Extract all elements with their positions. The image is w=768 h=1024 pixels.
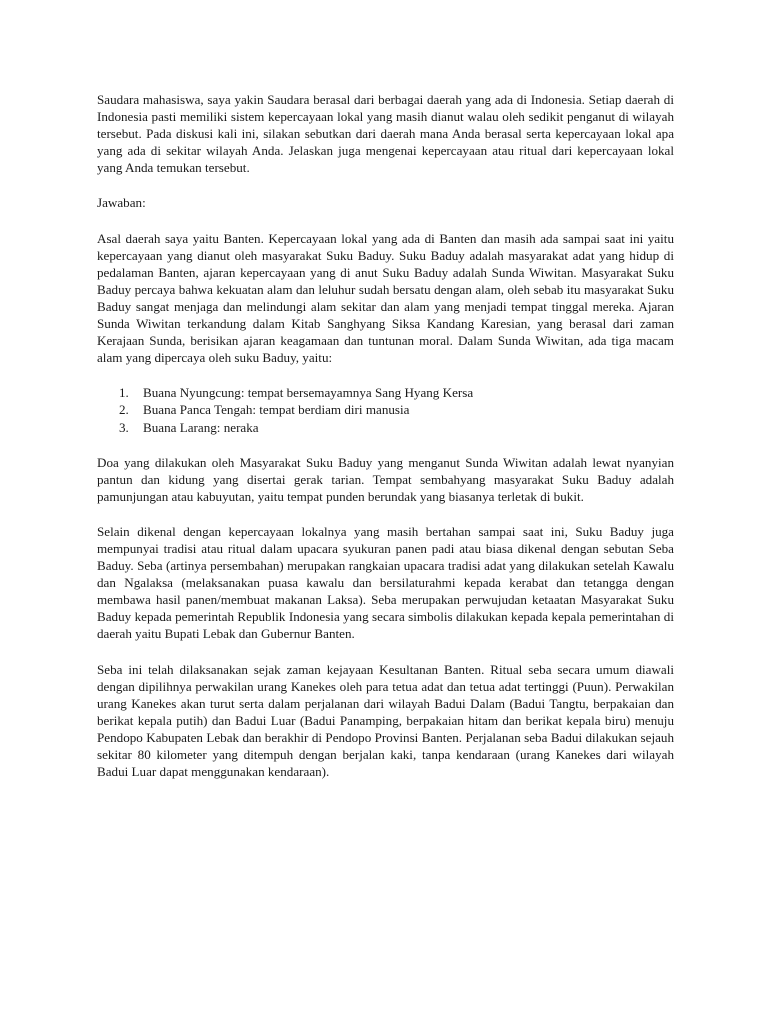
list-text: Buana Panca Tengah: tempat berdiam diri manusia bbox=[143, 402, 410, 418]
answer-paragraph-2: Doa yang dilakukan oleh Masyarakat Suku Baduy yang menganut Sunda Wiwitan adalah lewat nyanyian pantun dan kidung yang disertai gerak tarian. Tempat sembahyang masyarakat Suku Baduy adalah pamunjungan atau kabuyutan, yaitu tempat punden berundak yang biasanya terletak di bukit. bbox=[97, 454, 674, 504]
list-item bbox=[97, 419, 674, 436]
answer-paragraph-1: Asal daerah saya yaitu Banten. Kepercayaan lokal yang ada di Banten dan masih ada sampai saat ini yaitu kepercayaan yang dianut oleh masyarakat Suku Baduy. Suku Baduy adalah masyarakat adat yang hidup di pedalaman Banten, ajaran kepercayaan yang di anut Suku Baduy adalah Sunda Wiwitan. Masyarakat Suku Baduy percaya bahwa kekuatan alam dan leluhur sudah bersatu dengan alam, oleh sebab itu masyarakat Suku Baduy sangat menjaga dan melindungi alam sekitar dan alam yang menjadi tempat tinggal mereka. Ajaran Sunda Wiwitan terkandung dalam Kitab Sanghyang Siksa Kandang Karesian, yang berasal dari zaman Kerajaan Sunda, berisikan ajaran keagamaan dan tuntunan moral. Dalam Sunda Wiwitan, ada tiga macam alam yang dipercaya oleh suku Baduy, yaitu: bbox=[97, 230, 674, 366]
document-page bbox=[97, 91, 674, 798]
answer-paragraph-4: Seba ini telah dilaksanakan sejak zaman kejayaan Kesultanan Banten. Ritual seba secara umum diawali dengan dipilihnya perwakilan urang Kanekes oleh para tetua adat dan tetua adat tertinggi (Puun). Perwakilan urang Kanekes akan turut serta dalam perjalanan dari wilayah Badui Dalam (Badui Tangtu, berpakaian dan berikat kepala putih) dan Badui Luar (Badui Panamping, berpakaian hitam dan berikat kepala biru) menuju Pendopo Kabupaten Lebak dan berakhir di Pendopo Provinsi Banten. Perjalanan seba Badui dilakukan sejauh sekitar 80 kilometer yang ditempuh dengan berjalan kaki, tanpa kendaraan (urang Kanekes dari wilayah Badui Luar dapat menggunakan kendaraan). bbox=[97, 661, 674, 780]
answer-label: Jawaban: bbox=[97, 195, 146, 211]
list-number: 2. bbox=[119, 402, 129, 418]
question-paragraph: Saudara mahasiswa, saya yakin Saudara berasal dari berbagai daerah yang ada di Indonesia. Setiap daerah di Indonesia pasti memiliki sistem kepercayaan lokal yang masih dianut walau oleh sedikit penganut di wilayah tersebut. Pada diskusi kali ini, silakan sebutkan dari daerah mana Anda berasal serta kepercayaan lokal apa yang ada di sekitar wilayah Anda. Jelaskan juga mengenai kepercayaan atau ritual dari kepercayaan lokal yang Anda temukan tersebut. bbox=[97, 92, 674, 176]
list-number: 3. bbox=[119, 419, 129, 435]
list-text: Buana Nyungcung: tempat bersemayamnya Sang Hyang Kersa bbox=[143, 385, 474, 401]
alam-list bbox=[97, 384, 674, 435]
list-text: Buana Larang: neraka bbox=[143, 419, 259, 435]
answer-paragraph-3: Selain dikenal dengan kepercayaan lokalnya yang masih bertahan sampai saat ini, Suku Baduy juga mempunyai tradisi atau ritual dalam upacara syukuran panen padi atau biasa dikenal dengan sebutan Seba Baduy. Seba (artinya persembahan) merupakan rangkaian upacara tradisi adat yang dilakukan setelah Kawalu dan Ngalaksa (melaksanakan puasa kawalu dan bersilaturahmi kepada kerabat dan tetangga dengan membawa hasil panen/membuat makanan Laksa). Seba merupakan perwujudan ketaatan Masyarakat Suku Baduy kepada pemerintah Republik Indonesia yang secara simbolis dilakukan kepada kepala pemerintahan di daerah yaitu Bupati Lebak dan Gubernur Banten. bbox=[97, 523, 674, 642]
list-item bbox=[97, 384, 674, 401]
list-number: 1. bbox=[119, 385, 129, 401]
list-item bbox=[97, 401, 674, 418]
